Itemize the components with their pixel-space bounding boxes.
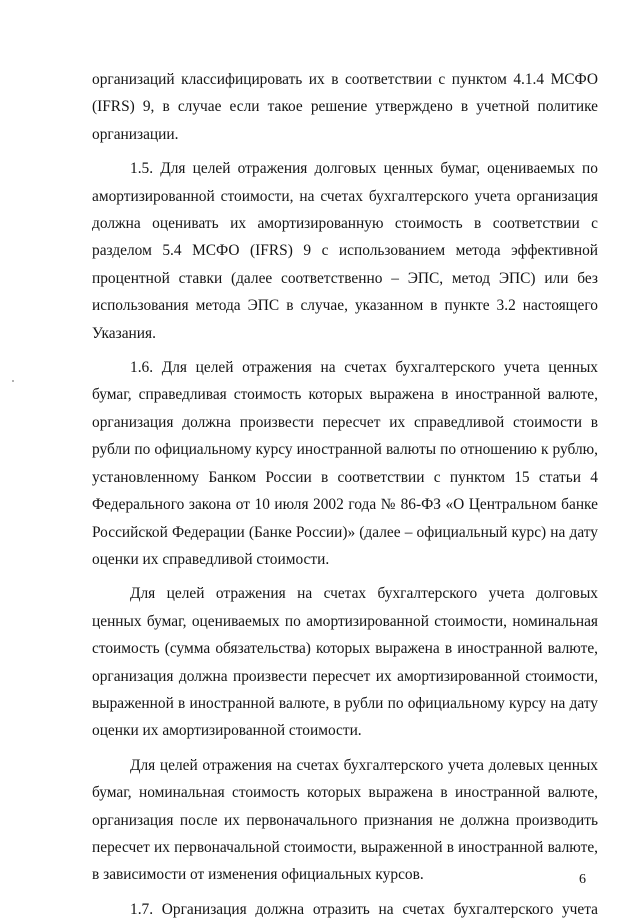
page-number: 6: [579, 872, 586, 887]
scan-speck: [12, 380, 14, 382]
paragraph-1-7: 1.7. Организация должна отразить на счетах бухгалтерского учета: [130, 900, 598, 918]
document-body: [92, 66, 598, 923]
paragraph-continuation: организаций классифицировать их в соответствии с пунктом 4.1.4 МСФО (IFRS) 9, в случае если такое решение утверждено в учетной политике организации.: [92, 71, 598, 143]
paragraph-1-5: 1.5. Для целей отражения долговых ценных бумаг, оцениваемых по амортизированной стоимости, на счетах бухгалтерского учета организация должна оценивать их амортизированную стоимость в соответствии с разделом 5.4 МСФО (IFRS) 9 с использованием метода эффективной процентной ставки (далее соответственно – ЭПС, метод ЭПС) или без использования метода ЭПС в случае, указанном в пункте 3.2 настоящего Указания.: [92, 160, 598, 342]
paragraph-debt-securities: Для целей отражения на счетах бухгалтерского учета долговых ценных бумаг, оцениваемых по амортизированной стоимости, номинальная стоимость (сумма обязательства) которых выражена в иностранной валюте, организация должна произвести пересчет их амортизированной стоимости, выраженной в иностранной валюте, в рубли по официальному курсу на дату оценки их амортизированной стоимости.: [92, 585, 598, 740]
paragraph-equity-securities: Для целей отражения на счетах бухгалтерского учета долевых ценных бумаг, номинальная стоимость которых выражена в иностранной валюте, организация после их первоначального признания не должна производить пересчет их первоначальной стоимости, выраженной в иностранной валюте, в зависимости от изменения официальных курсов.: [92, 756, 598, 884]
paragraph-1-6: 1.6. Для целей отражения на счетах бухгалтерского учета ценных бумаг, справедливая стоимость которых выражена в иностранной валюте, организация должна произвести пересчет их справедливой стоимости в рубли по официальному курсу иностранной валюты по отношению к рублю, установленному Банком России в соответствии с пунктом 15 статьи 4 Федерального закона от 10 июля 2002 года № 86-ФЗ «О Центральном банке Российской Федерации (Банке России)» (далее – официальный курс) на дату оценки их справедливой стоимости.: [92, 359, 598, 568]
